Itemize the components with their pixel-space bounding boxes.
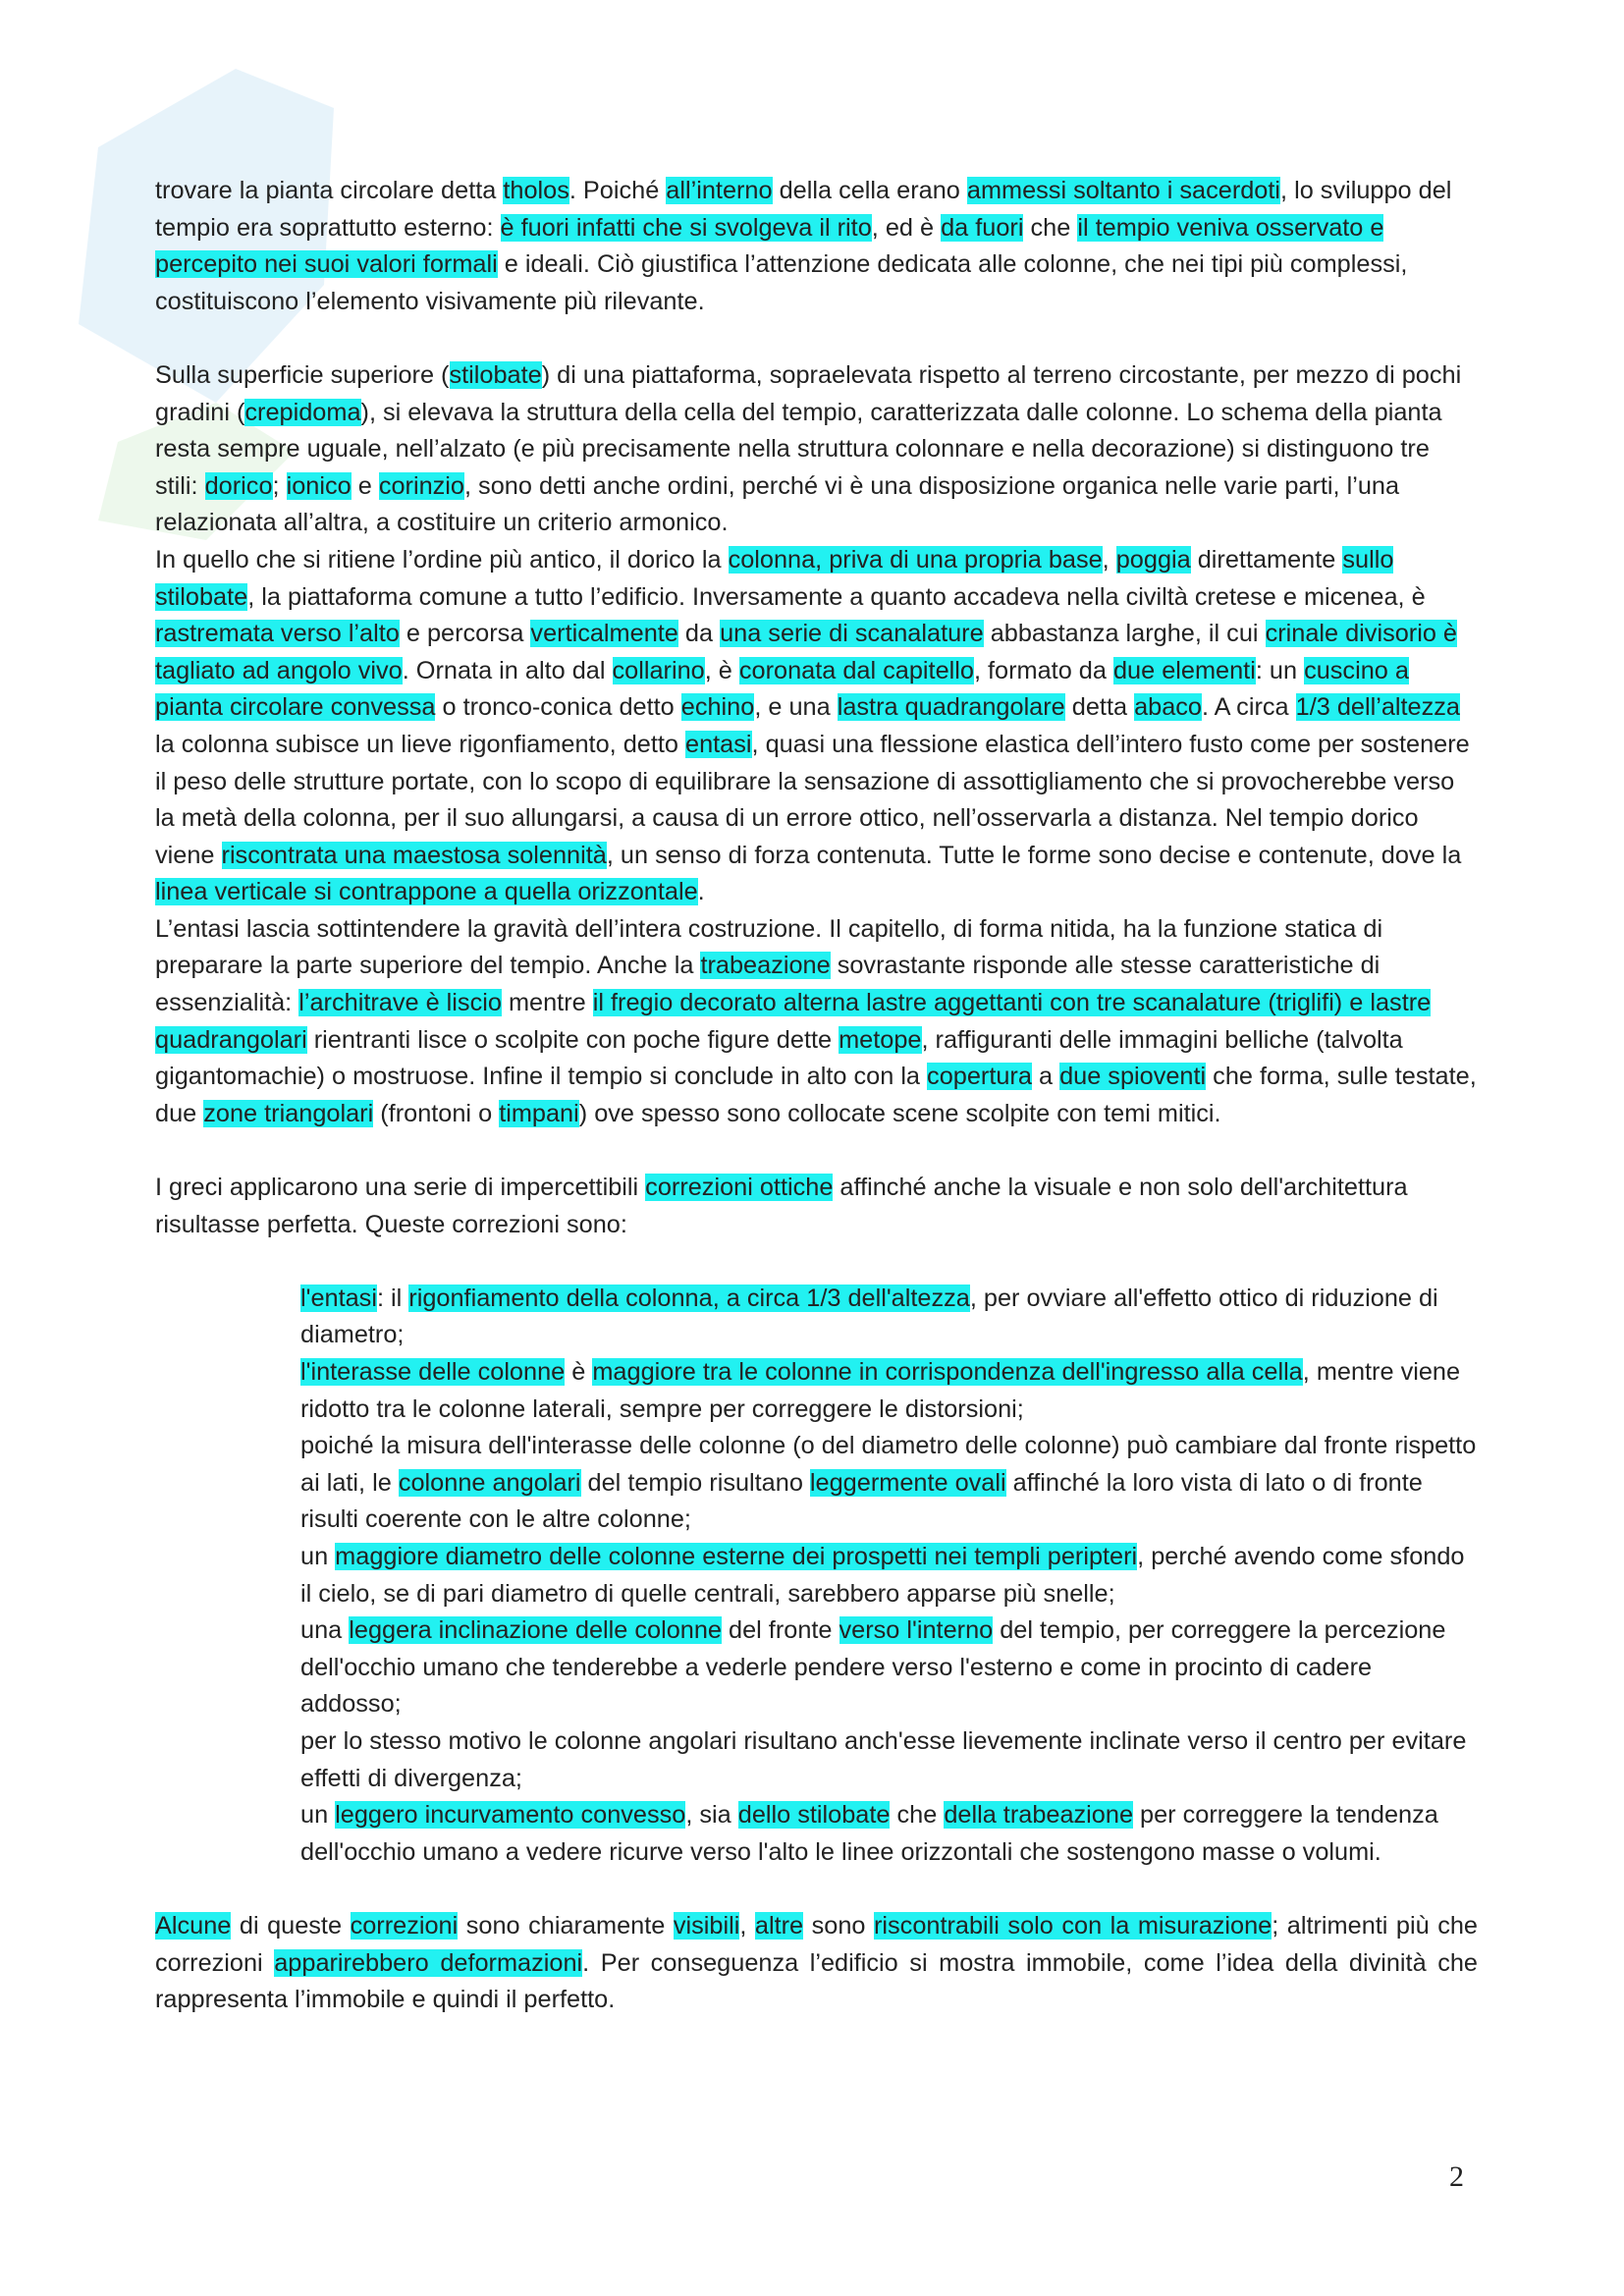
highlighted-text: una serie di scanalature	[720, 620, 984, 648]
highlighted-text: dello stilobate	[737, 1801, 891, 1830]
list-item	[300, 1797, 1478, 1871]
text-run: una	[300, 1616, 350, 1645]
text-run: , sia	[685, 1801, 738, 1830]
text-run: che	[890, 1801, 945, 1830]
text-run: poiché la misura dell'interasse delle colonne (o del diametro delle colonne) può cambiare dal fronte rispetto ai lati, le	[300, 1432, 1477, 1497]
highlighted-text: ionico	[286, 471, 352, 500]
paragraph	[155, 1908, 1478, 2019]
text-run: a	[1031, 1063, 1060, 1091]
text-run: un	[300, 1542, 336, 1570]
text-run: In quello che si ritiene l’ordine più antico, il dorico la	[155, 545, 729, 574]
highlighted-text: leggero incurvamento convesso	[335, 1801, 686, 1830]
highlighted-text: verticalmente	[530, 620, 678, 648]
text-run: . Per conseguenza l’edificio si mostra immobile, come l’idea della divinità che rappresenta l’immobile e quindi il perfetto.	[155, 1948, 1478, 2014]
highlighted-text: crepidoma	[244, 398, 361, 426]
text-run: : il	[376, 1284, 409, 1312]
text-run: affinché la loro vista di lato o di fronte risulti coerente con le altre colonne;	[300, 1468, 1423, 1534]
highlighted-text: il fregio decorato alterna lastre aggettanti con tre scanalature (triglifi) e lastre quadrangolari	[155, 989, 1432, 1054]
highlighted-text: abaco	[1134, 693, 1203, 722]
paragraph	[155, 911, 1478, 1133]
text-run: e percorsa	[399, 620, 531, 648]
highlighted-text: l'entasi	[300, 1284, 377, 1312]
highlighted-text: lastra quadrangolare	[837, 693, 1065, 722]
highlighted-text: maggiore tra le colonne in corrispondenza dell'ingresso alla cella	[592, 1358, 1303, 1386]
text-run: trovare la pianta circolare detta	[155, 177, 504, 204]
text-run: rientranti lisce o scolpite con poche figure dette	[306, 1025, 839, 1054]
text-run: detta	[1064, 693, 1135, 722]
highlighted-text: due elementi	[1112, 656, 1256, 684]
text-run: che forma, sulle testate, due	[155, 1063, 1477, 1127]
highlighted-text: timpani	[499, 1099, 579, 1127]
text-run: per correggere la tendenza dell'occhio umano a vedere ricurve verso l'alto le linee orizzontali che sostengono masse o volumi.	[300, 1801, 1438, 1866]
highlighted-text: colonna, priva di una propria base	[728, 545, 1103, 574]
highlighted-text: dorico	[204, 471, 273, 500]
highlighted-text: trabeazione	[700, 952, 831, 980]
highlighted-text: Alcune	[155, 1911, 232, 1940]
highlighted-text: riscontrabili solo con la misurazione	[873, 1911, 1272, 1940]
text-run: per lo stesso motivo le colonne angolari risultano anch'esse lievemente inclinate verso il centro per evitare effetti di divergenza;	[300, 1726, 1467, 1792]
highlighted-text: tholos	[503, 177, 569, 204]
highlighted-text: collarino	[612, 656, 705, 684]
text-run: , quasi una flessione elastica dell’intero fusto come per sostenere il peso delle strutture portate, con lo scopo di equilibrare la sensazione di assottigliamento che si provocherebbe verso la metà della colonna, per il suo allungarsi, a causa di un errore ottico, nell’osservarla a distanza. Nel tempio dorico viene	[155, 730, 1470, 869]
document-body	[155, 173, 1478, 2019]
text-run: . Ornata in alto dal	[402, 656, 613, 684]
highlighted-text: colonne angolari	[398, 1468, 581, 1497]
paragraph	[155, 542, 1478, 911]
list-item	[300, 1428, 1478, 1539]
text-run: , sono detti anche ordini, perché vi è una disposizione organica nelle varie parti, l’una relazionata all’altra, a costituire un criterio armonico.	[155, 471, 1400, 537]
highlighted-text: linea verticale si contrappone a quella orizzontale	[155, 878, 698, 906]
highlighted-text: rigonfiamento della colonna, a circa 1/3 dell'altezza	[408, 1284, 970, 1312]
highlighted-text: verso l'interno	[839, 1616, 994, 1645]
text-run: mentre	[501, 989, 593, 1017]
highlighted-text: cuscino a pianta circolare convessa	[155, 656, 1409, 722]
text-run: . A circa	[1202, 693, 1296, 722]
text-run: sono	[803, 1911, 874, 1940]
text-run: che	[1023, 213, 1078, 242]
highlighted-text: copertura	[927, 1063, 1032, 1091]
highlighted-text: entasi	[685, 730, 752, 758]
text-run: , raffiguranti delle immagini belliche (talvolta gigantomachie) o mostruose. Infine il tempio si conclude in alto con la	[155, 1025, 1403, 1091]
text-run: sono chiaramente	[458, 1911, 674, 1940]
text-run: affinché anche la visuale e non solo dell'architettura risultasse perfetta. Queste correzioni sono:	[155, 1174, 1408, 1238]
highlighted-text: l’architrave è liscio	[298, 989, 502, 1017]
highlighted-text: è fuori infatti che si svolgeva il rito	[500, 213, 872, 242]
highlighted-text: riscontrata una maestosa solennità	[221, 841, 607, 869]
highlighted-text: altre	[754, 1911, 804, 1940]
highlighted-text: rastremata verso l’alto	[155, 620, 400, 648]
text-run: la colonna subisce un lieve rigonfiamento, detto	[155, 730, 686, 758]
text-run: L’entasi lascia sottintendere la gravità dell’intera costruzione. Il capitello, di forma nitida, ha la funzione statica di preparare la parte superiore del tempio. Anche la	[155, 914, 1383, 980]
text-run: ; altrimenti più che correzioni	[155, 1911, 1478, 1977]
text-run: è	[565, 1358, 593, 1386]
text-run: . Poiché	[568, 177, 667, 204]
text-run: o tronco-conica detto	[435, 693, 681, 722]
text-run: e	[351, 471, 379, 500]
highlighted-text: maggiore diametro delle colonne esterne dei prospetti nei templi peripteri	[335, 1542, 1138, 1570]
text-run: , perché avendo come sfondo il cielo, se di pari diametro di quelle centrali, sarebbero apparse più snelle;	[300, 1542, 1465, 1608]
text-run: ;	[272, 471, 287, 500]
text-run: I greci applicarono una serie di impercettibili	[155, 1174, 646, 1202]
text-run: , un senso di forza contenuta. Tutte le forme sono decise e contenute, dove la	[606, 841, 1462, 869]
text-run: .	[697, 878, 705, 906]
text-run: del fronte	[721, 1616, 839, 1645]
text-run: Sulla superficie superiore (	[155, 360, 450, 389]
highlighted-text: all’interno	[666, 177, 773, 204]
text-run: di queste	[231, 1911, 351, 1940]
highlighted-text: due spioventi	[1059, 1063, 1207, 1091]
highlighted-text: il tempio veniva osservato e percepito nei suoi valori formali	[155, 213, 1384, 279]
text-run: : un	[1255, 656, 1305, 684]
list-item	[300, 1281, 1478, 1354]
text-run: , mentre viene ridotto tra le colonne laterali, sempre per correggere le distorsioni;	[300, 1358, 1461, 1423]
highlighted-text: da fuori	[941, 213, 1024, 242]
highlighted-text: sullo stilobate	[155, 545, 1394, 611]
highlighted-text: leggermente ovali	[809, 1468, 1006, 1497]
highlighted-text: ammessi soltanto i sacerdoti	[966, 177, 1281, 204]
highlighted-text: leggera inclinazione delle colonne	[349, 1616, 722, 1645]
text-run: ,	[739, 1911, 755, 1940]
highlighted-text: crinale divisorio è tagliato ad angolo vivo	[155, 620, 1457, 684]
highlighted-text: stilobate	[449, 360, 542, 389]
highlighted-text: metope	[839, 1025, 922, 1054]
highlighted-text: corinzio	[378, 471, 464, 500]
text-run: della cella erano	[772, 177, 967, 204]
highlighted-text: poggia	[1115, 545, 1191, 574]
paragraph	[155, 1170, 1478, 1243]
highlighted-text: l'interasse delle colonne	[300, 1358, 566, 1386]
text-run: , formato da	[973, 656, 1113, 684]
list-item	[300, 1723, 1478, 1797]
paragraph	[155, 173, 1478, 320]
text-run: (frontoni o	[373, 1099, 500, 1127]
text-run: , ed è	[871, 213, 942, 242]
text-run: del tempio, per correggere la percezione dell'occhio umano che tenderebbe a vederle pendere verso l'esterno e come in procinto di cadere addosso;	[300, 1616, 1446, 1719]
list-item	[300, 1539, 1478, 1613]
list-item	[300, 1354, 1478, 1428]
highlighted-text: echino	[680, 693, 755, 722]
highlighted-text: correzioni ottiche	[645, 1174, 834, 1202]
paragraph	[155, 357, 1478, 542]
highlighted-text: correzioni	[350, 1911, 459, 1940]
text-run: , per ovviare all'effetto ottico di riduzione di diametro;	[300, 1284, 1438, 1349]
highlighted-text: visibili	[673, 1911, 740, 1940]
text-run: del tempio risultano	[580, 1468, 810, 1497]
corrections-list	[155, 1281, 1478, 1872]
page-number: 2	[1449, 2160, 1464, 2193]
highlighted-text: coronata dal capitello	[738, 656, 974, 684]
text-run: da	[677, 620, 721, 648]
text-run: , la piattaforma comune a tutto l’edificio. Inversamente a quanto accadeva nella civiltà cretese e micenea, è	[247, 582, 1426, 611]
highlighted-text: della trabeazione	[944, 1801, 1134, 1830]
highlighted-text: zone triangolari	[203, 1099, 374, 1127]
text-run: ,	[1102, 545, 1116, 574]
text-run: sovrastante risponde alle stesse caratteristiche di essenzialità:	[155, 952, 1380, 1017]
list-item	[300, 1613, 1478, 1723]
highlighted-text: apparirebbero deformazioni	[274, 1948, 583, 1977]
text-run: direttamente	[1190, 545, 1343, 574]
text-run: ) di una piattaforma, sopraelevata rispetto al terreno circostante, per mezzo di pochi gradini (	[155, 360, 1462, 426]
highlighted-text: 1/3 dell’altezza	[1295, 693, 1460, 722]
text-run: abbastanza larghe, il cui	[983, 620, 1266, 648]
text-run: , lo sviluppo del tempio era soprattutto esterno:	[155, 177, 1452, 242]
text-run: ) ove spesso sono collocate scene scolpite con temi mitici.	[578, 1099, 1221, 1127]
text-run: ), si elevava la struttura della cella del tempio, caratterizzata dalle colonne. Lo schema della pianta resta sempre uguale, nell’alzato (e più precisamente nella struttura colonnare e nella decorazione) si distinguono tre stili:	[155, 398, 1442, 500]
text-run: e ideali. Ciò giustifica l’attenzione dedicata alle colonne, che nei tipi più complessi, costituiscono l’elemento visivamente più rilevante.	[155, 250, 1408, 315]
text-run: , e una	[754, 693, 838, 722]
text-run: , è	[704, 656, 739, 684]
text-run: un	[300, 1801, 336, 1830]
